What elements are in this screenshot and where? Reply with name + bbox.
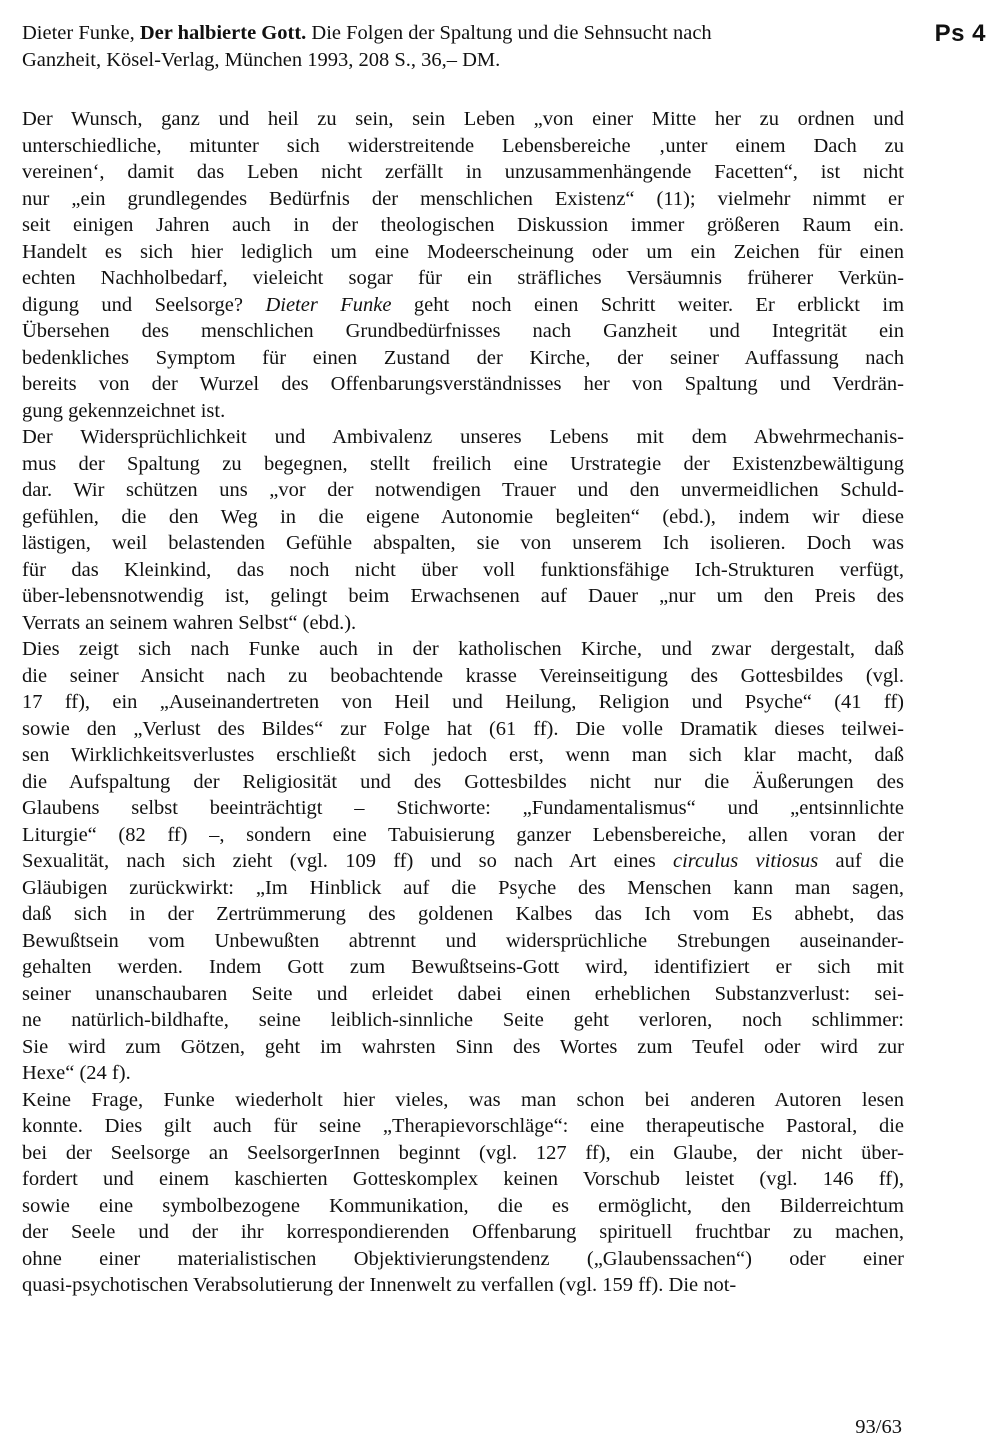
text-line: gung gekennzeichnet ist. bbox=[22, 399, 226, 422]
emphasis: Dieter Funke bbox=[265, 293, 392, 316]
text-line: die Aufspaltung der Religiosität und des Gottesbildes nicht nur die Äußerungen des bbox=[22, 770, 904, 793]
text-line: Gläubigen zurückwirkt: „Im Hinblick auf die Psyche des Menschen kann man sagen, bbox=[22, 876, 904, 899]
text-line: Sie wird zum Götzen, geht im wahrsten Sinn des Wortes zum Teufel oder wird zur bbox=[22, 1035, 904, 1058]
text-line: Liturgie“ (82 ff) –, sondern eine Tabuisierung ganzer Lebensbereiche, allen voran der bbox=[22, 823, 904, 846]
text-line: Glaubens selbst beeinträchtigt – Stichworte: „Fundamentalismus“ und „entsinnlichte bbox=[22, 797, 904, 819]
paragraph bbox=[22, 636, 904, 1087]
text-line: sowie eine symbolbezogene Kommunikation, die es ermöglicht, den Bilderreichtum bbox=[22, 1194, 904, 1217]
text-line: digung und Seelsorge? Dieter Funke geht noch einen Schritt weiter. Er erblickt im bbox=[22, 293, 905, 316]
text-line: der Seele und der ihr korrespondierenden Offenbarung spirituell fruchtbar zu machen, bbox=[22, 1221, 904, 1243]
section-tag: Ps 4 bbox=[934, 20, 986, 47]
text-line: echten Nachholbedarf, vieleicht sogar für ein sträfliches Versäumnis früherer Verkün- bbox=[22, 267, 904, 289]
text-line: daß sich in der Zertrümmerung des goldenen Kalbes das Ich vom Es abhebt, das bbox=[22, 903, 904, 925]
text-line: Handelt es sich hier lediglich um eine Modeerscheinung oder um ein Zeichen für einen bbox=[22, 240, 904, 263]
book-title: Der halbierte Gott. bbox=[139, 22, 307, 44]
text-line: ne natürlich-bildhafte, seine leiblich-sinnliche Seite geht verloren, noch schlimmer: bbox=[22, 1009, 904, 1031]
text-line: vereinen‘, damit das Leben nicht zerfällt in unzusammenhängende Facetten“, ist nicht bbox=[22, 161, 904, 183]
page-number: 93/63 bbox=[855, 1416, 902, 1438]
text-line: Der Widersprüchlichkeit und Ambivalenz unseres Lebens mit dem Abwehrmechanis- bbox=[22, 426, 904, 448]
review-body bbox=[22, 106, 904, 1299]
text-line: bereits von der Wurzel des Offenbarungsverständnisses her von Spaltung und Verdrän- bbox=[22, 373, 904, 395]
text-line: quasi-psychotischen Verabsolutierung der Innenwelt zu verfallen (vgl. 159 ff). Die not- bbox=[22, 1274, 737, 1296]
text-line: gehalten werden. Indem Gott zum Bewußtseins-Gott wird, identifiziert er sich mit bbox=[22, 956, 904, 978]
text-line: für das Kleinkind, das noch nicht über voll funktionsfähige Ich-Strukturen verfügt, bbox=[22, 558, 904, 581]
emphasis: circulus vitiosus bbox=[673, 850, 819, 872]
text-line: ohne einer materialistischen Objektivierungstendenz („Glaubenssachen“) oder einer bbox=[22, 1247, 904, 1270]
text-line: 17 ff), ein „Auseinandertreten von Heil und Heilung, Religion und Psyche“ (41 ff) bbox=[22, 691, 904, 713]
text-line: gefühlen, die den Weg in die eigene Autonomie begleiten“ (ebd.), indem wir diese bbox=[22, 505, 904, 528]
text-line: seit einigen Jahren auch in der theologischen Diskussion immer größeren Raum ein. bbox=[22, 214, 904, 236]
text-line: Dies zeigt sich nach Funke auch in der katholischen Kirche, und zwar dergestalt, daß bbox=[22, 638, 904, 660]
text-line: bei der Seelsorge an SeelsorgerInnen beginnt (vgl. 127 ff), ein Glaube, der nicht über- bbox=[22, 1141, 904, 1164]
text-line: bedenkliches Symptom für einen Zustand der Kirche, der seiner Auffassung nach bbox=[22, 346, 904, 369]
text-line: Der Wunsch, ganz und heil zu sein, sein Leben „von einer Mitte her zu ordnen und bbox=[22, 108, 904, 130]
text-line: sen Wirklichkeitsverlustes erschließt sich jedoch erst, wenn man sich klar macht, daß bbox=[22, 744, 904, 766]
text-line: sowie den „Verlust des Bildes“ zur Folge hat (61 ff). Die volle Dramatik dieses teilwei- bbox=[22, 717, 904, 740]
text-line: konnte. Dies gilt auch für seine „Therapievorschläge“: eine therapeutische Pastoral, die bbox=[22, 1115, 904, 1137]
paragraph bbox=[22, 1087, 904, 1299]
text-line: Verrats an seinem wahren Selbst“ (ebd.). bbox=[22, 611, 357, 634]
text-line: fordert und einem kaschierten Gotteskomplex keinen Vorschub leistet (vgl. 146 ff), bbox=[22, 1168, 904, 1190]
text-line: Hexe“ (24 f). bbox=[22, 1062, 131, 1084]
text-line: seiner unanschaubaren Seite und erleidet dabei einen erheblichen Substanzverlust: sei- bbox=[22, 982, 904, 1005]
paragraph bbox=[22, 424, 904, 636]
text-line: unterschiedliche, mitunter sich widerstreitende Lebensbereiche ‚unter einem Dach zu bbox=[22, 134, 904, 157]
book-citation bbox=[22, 20, 902, 73]
text-line: die seiner Ansicht nach zu beobachtende krasse Vereinseitigung des Gottesbildes (vgl. bbox=[22, 664, 904, 687]
text-line: Sexualität, nach sich zieht (vgl. 109 ff) und so nach Art eines circulus vitiosus auf die bbox=[22, 850, 904, 872]
author: Dieter Funke, bbox=[22, 22, 135, 44]
text-line: mus der Spaltung zu begegnen, stellt freilich eine Urstrategie der Existenzbewältigung bbox=[22, 452, 904, 475]
text-line: Keine Frage, Funke wiederholt hier vieles, was man schon bei anderen Autoren lesen bbox=[22, 1088, 904, 1111]
text-line: über-lebensnotwendig ist, gelingt beim Erwachsenen auf Dauer „nur um den Preis des bbox=[22, 585, 904, 607]
text-line: dar. Wir schützen uns „vor der notwendigen Trauer und den unvermeidlichen Schuld- bbox=[22, 479, 904, 501]
paragraph bbox=[22, 106, 904, 424]
text-line: Übersehen des menschlichen Grundbedürfnisses nach Ganzheit und Integrität ein bbox=[22, 320, 904, 342]
text-line: lästigen, weil belastenden Gefühle abspalten, sie von unserem Ich isolieren. Doch was bbox=[22, 532, 904, 554]
text-line: nur „ein grundlegendes Bedürfnis der menschlichen Existenz“ (11); vielmehr nimmt er bbox=[22, 187, 904, 210]
text-line: Bewußtsein vom Unbewußten abtrennt und widersprüchliche Strebungen auseinander- bbox=[22, 929, 904, 952]
publication-info: Ganzheit, Kösel-Verlag, München 1993, 208 S., 36,– DM. bbox=[22, 48, 501, 71]
book-subtitle: Die Folgen der Spaltung und die Sehnsucht nach bbox=[311, 22, 712, 44]
